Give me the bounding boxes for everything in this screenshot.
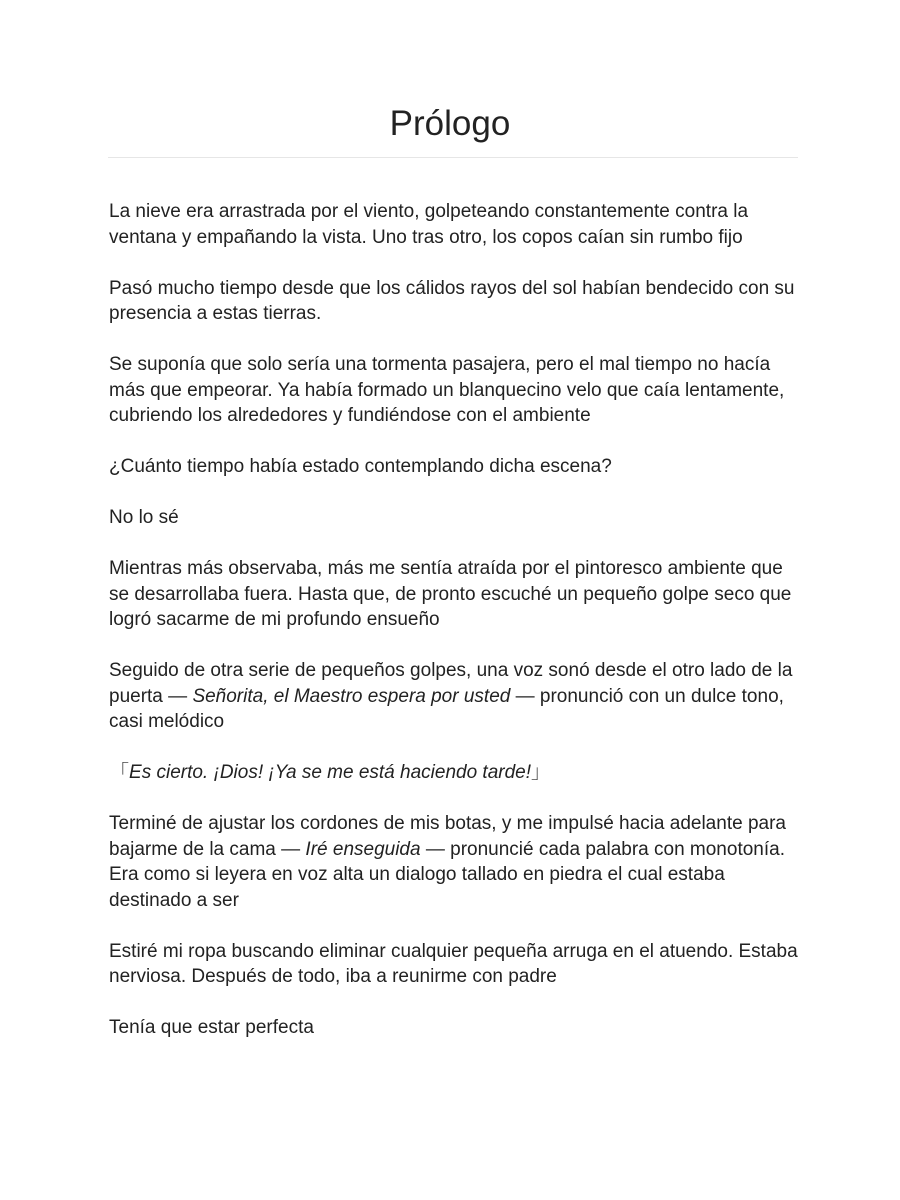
paragraph [109, 352, 799, 429]
paragraph [109, 658, 799, 735]
inner-thought-paragraph [109, 760, 799, 786]
title-divider [108, 157, 798, 158]
paragraph-text: ¿Cuánto tiempo había estado contemplando dicha escena? [109, 456, 612, 477]
chapter-title: Prólogo [389, 104, 511, 143]
paragraph-text: Seguido de otra serie de pequeños golpes, una voz sonó desde el otro lado de la puerta — [109, 660, 793, 707]
paragraph-text: Pasó mucho tiempo desde que los cálidos rayos del sol habían bendecido con su presencia a estas tierras. [109, 277, 795, 324]
thought-italic: Es cierto. ¡Dios! ¡Ya se me está haciendo tarde! [129, 762, 532, 783]
paragraph [109, 505, 799, 531]
paragraph-text: Se suponía que solo sería una tormenta pasajera, pero el mal tiempo no hacía más que empeorar. Ya había formado un blanquecino velo que caía lentamente, cubriendo los alrededores y fundiéndose con el ambiente [109, 354, 785, 426]
paragraph-text: Terminé de ajustar los cordones de mis botas, y me impulsé hacia adelante para bajarme de la cama — [109, 813, 786, 860]
paragraph-text: Mientras más observaba, más me sentía atraída por el pintoresco ambiente que se desarrollaba fuera. Hasta que, de pronto escuché un pequeño golpe seco que logró sacarme de mi profundo ensueño [109, 558, 792, 630]
paragraph [109, 811, 799, 913]
paragraph [109, 199, 799, 250]
open-bracket: 「 [110, 762, 130, 783]
paragraph-text: — pronuncié cada palabra con monotonía. Era como si leyera en voz alta un dialogo tallado en piedra el cual estaba destinado a ser [109, 838, 785, 911]
paragraph-text: La nieve era arrastrada por el viento, golpeteando constantemente contra la ventana y empañando la vista. Uno tras otro, los copos caían sin rumbo fijo [109, 201, 749, 248]
paragraph [109, 1015, 799, 1041]
paragraph [109, 276, 799, 327]
paragraph-text: No lo sé [109, 507, 179, 528]
close-bracket: 」 [531, 762, 551, 783]
chapter-body [109, 199, 799, 1066]
paragraph [109, 556, 799, 633]
paragraph-text: Estiré mi ropa buscando eliminar cualquier pequeña arruga en el atuendo. Estaba nerviosa. Después de todo, iba a reunirme con padre [109, 940, 798, 987]
paragraph-text: — pronunció con un dulce tono, casi melódico [109, 685, 784, 732]
paragraph [109, 939, 799, 990]
dialogue-italic: Señorita, el Maestro espera por usted [192, 685, 511, 707]
dialogue-italic: Iré enseguida [305, 838, 421, 860]
paragraph [109, 454, 799, 480]
paragraph-text: Tenía que estar perfecta [109, 1017, 314, 1038]
